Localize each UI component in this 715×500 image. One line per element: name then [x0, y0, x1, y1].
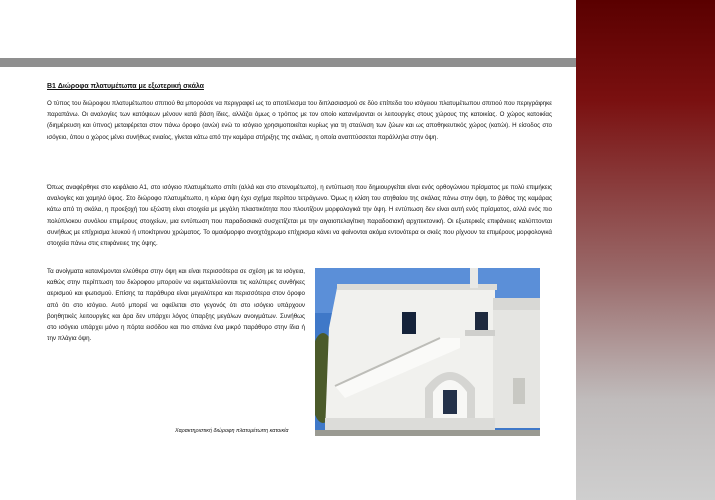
section-heading: B1 Διώροφα πλατυμέτωπα με εξωτερική σκάλα [47, 83, 204, 90]
photo-caption: Χαρακτηριστική διώροφη πλατυμέτωπη κατοικία [175, 428, 289, 434]
paragraph-1: Ο τύπος του διώροφου πλατυμέτωπου σπιτιού θα μπορούσε να περιγραφεί ως το αποτέλεσμα του διπλασιασμού σε δύο επίπεδα του ισόγειου πλατυμέτωπου σπιτιού που περιγράφηκε παραπάνω. Οι αναλογίες των κατόψεων μένουν κατά βάση ίδιες, αλλάζει όμως ο τρόπος με τον οποίο κατανέμονται οι λειτουργίες στους χώρους της κατοικίας. Ο χώρος κατοικίας (διημέρευση και ύπνος) μεταφέρεται στον πάνω όροφο (ανώι) ενώ το ισόγειο χρησιμοποιείται κυρίως για τη σταύλιση των ζώων και ως αποθηκευτικός χώρος (κατώι). Η είσοδος στο ισόγειο, όπου ο χώρος μένει συνήθως ενιαίος, γίνεται κάτω από την καμάρα στήριξης της σκάλας, η οποία αναπτύσσεται παράλληλα στην όψη. [47, 100, 552, 141]
paragraph-3: Τα ανοίγματα κατανέμονται ελεύθερα στην όψη και είναι περισσότερα σε σχέση με τα ισόγεια, καθώς στην περίπτωση του διώροφου μπορούν να εκμεταλλεύονται τις καλύτερες συνθήκες αερισμού και φωτισμού. Επίσης τα παράθυρα είναι μεγαλύτερα και περισσότερα στον όροφο από ότι στο ισόγειο. Αυτό μπορεί να οφείλεται στο γεγονός ότι στο ισόγειο υπάρχουν βοηθητικές λειτουργίες και άρα δεν υπάρχει λόγος ύπαρξης μεγάλων ανοιγμάτων. Συνήθως στο ισόγειο υπάρχει μόνο η πόρτα εισόδου και πιο σπάνια ένα μικρό παράθυρο στην ίδια ή την πλάγια όψη. [47, 268, 305, 343]
right-gradient-band [576, 0, 715, 500]
house-photo [315, 268, 540, 436]
paragraph-2: Όπως αναφέρθηκε στο κεφάλαιο Α1, στο ισόγειο πλατυμέτωπο σπίτι (αλλά και στο στενομέτωπο), η εντύπωση που δημιουργείται είναι ενός ορθογώνιου πρίσματος με πολύ επιμήκεις αναλογίες και χαμηλό ύψος. Στο διώροφο πλατυμέτωπο, η κύρια όψη έχει σχήμα περίπου τετράγωνο. Όμως η κλίση του στηθαίου της σκάλας πάνω στην όψη, το βάθος της καμάρας κάτω από τη σκάλα, η προεξοχή του εξώστη είναι στοιχεία με μεγάλη πλαστικότητα που πλουτίζουν μορφολογικά την όψη. Η εντύπωση δεν είναι αυτή ενός πρίσματος, αλλά ενός πιο πολύπλοκου συνόλου επιμέρους στοιχείων, μια εντύπωση που παραδοσιακά συσχετίζεται με την αιγαιοπελαγίτικη παραδοσιακή αρχιτεκτονική. Οι εξωτερικές επιφάνειες καλύπτονται συνήθως με επίχρισμα λευκού ή υποκίτρινου χρώματος. Το ομοιόμορφο ανοιχτόχρωμο επίχρισμα κάνει να φαίνονται ακόμα εντονότερα οι σκιές που ρίχνουν τα επιμέρους μορφολογικά στοιχεία πάνω στις επιφάνειες της όψης. [47, 184, 552, 248]
